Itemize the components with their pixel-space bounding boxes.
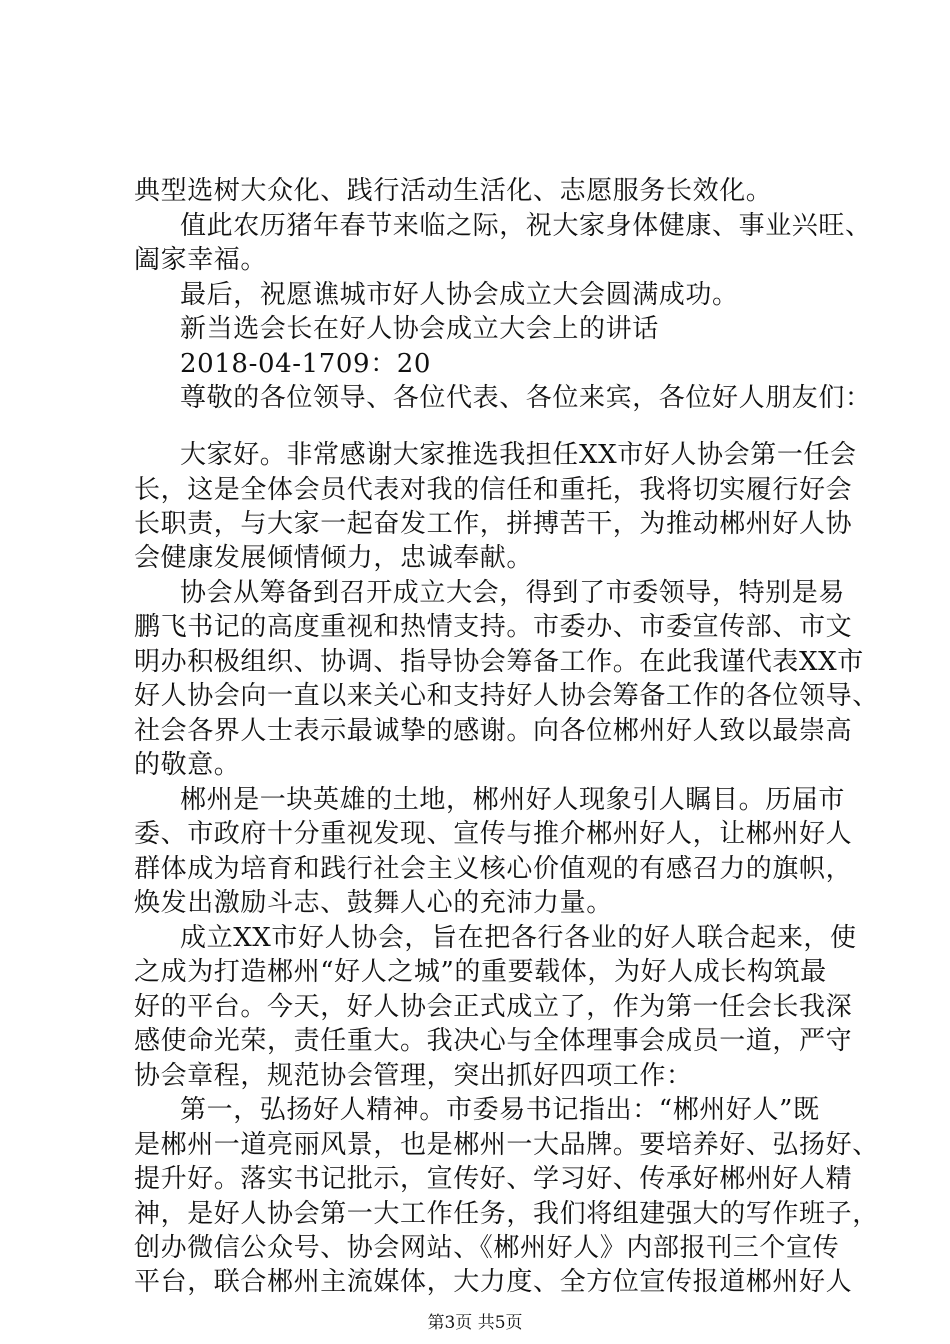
text-line: 郴州是一块英雄的土地，郴州好人现象引人瞩目。历届市: [180, 785, 846, 815]
text-line: 神，是好人协会第一大工作任务，我们将组建强大的写作班子，: [134, 1199, 879, 1229]
text-line: 成立XX市好人协会，旨在把各行各业的好人联合起来，使: [180, 923, 857, 953]
text-line: 创办微信公众号、协会网站、《郴州好人》内部报刊三个宣传: [134, 1233, 840, 1263]
text-line: 最后，祝愿谯城市好人协会成立大会圆满成功。: [180, 280, 739, 310]
text-line: 长，这是全体会员代表对我的信任和重托，我将切实履行好会: [134, 475, 853, 505]
text-line: 鹏飞书记的高度重视和热情支持。市委办、市委宣传部、市文: [134, 612, 853, 642]
text-line: 社会各界人士表示最诚挚的感谢。向各位郴州好人致以最崇高: [134, 716, 853, 746]
text-line: 明办积极组织、协调、指导协会筹备工作。在此我谨代表XX市: [134, 647, 864, 677]
text-line: 委、市政府十分重视发现、宣传与推介郴州好人，让郴州好人: [134, 819, 853, 849]
text-line: 感使命光荣，责任重大。我决心与全体理事会成员一道，严守: [134, 1026, 853, 1056]
page-footer: 第3页 共5页: [427, 1313, 523, 1333]
text-line: 好人协会向一直以来关心和支持好人协会筹备工作的各位领导、: [134, 681, 879, 711]
salutation: 尊敬的各位领导、各位代表、各位来宾，各位好人朋友们：: [180, 383, 872, 413]
text-line: 大家好。非常感谢大家推选我担任XX市好人协会第一任会: [180, 440, 857, 470]
text-line: 焕发出激励斗志、鼓舞人心的充沛力量。: [134, 888, 613, 918]
text-line: 协会从筹备到召开成立大会，得到了市委领导，特别是易: [180, 578, 846, 608]
text-line: 群体成为培育和践行社会主义核心价值观的有感召力的旗帜，: [134, 854, 853, 884]
text-line: 平台，联合郴州主流媒体，大力度、全方位宣传报道郴州好人: [134, 1267, 853, 1297]
text-line: 会健康发展倾情倾力，忠诚奉献。: [134, 543, 534, 573]
text-line: 之成为打造郴州“好人之城”的重要载体，为好人成长构筑最: [134, 957, 827, 987]
article-date: 2018-04-1709：20: [180, 349, 432, 379]
text-line: 的敬意。: [134, 750, 241, 780]
text-line: 值此农历猪年春节来临之际，祝大家身体健康、事业兴旺、: [180, 211, 872, 241]
text-line: 是郴州一道亮丽风景，也是郴州一大品牌。要培养好、弘扬好、: [134, 1130, 879, 1160]
article-title: 新当选会长在好人协会成立大会上的讲话: [180, 314, 659, 344]
text-line: 典型选树大众化、践行活动生活化、志愿服务长效化。: [134, 176, 773, 206]
text-line: 第一，弘扬好人精神。市委易书记指出：“郴州好人”既: [180, 1095, 820, 1125]
text-line: 阖家幸福。: [134, 245, 268, 275]
text-line: 协会章程，规范协会管理，突出抓好四项工作：: [134, 1061, 693, 1091]
text-line: 提升好。落实书记批示，宣传好、学习好、传承好郴州好人精: [134, 1164, 853, 1194]
text-line: 长职责，与大家一起奋发工作，拼搏苦干，为推动郴州好人协: [134, 509, 853, 539]
text-line: 好的平台。今天，好人协会正式成立了，作为第一任会长我深: [134, 992, 853, 1022]
